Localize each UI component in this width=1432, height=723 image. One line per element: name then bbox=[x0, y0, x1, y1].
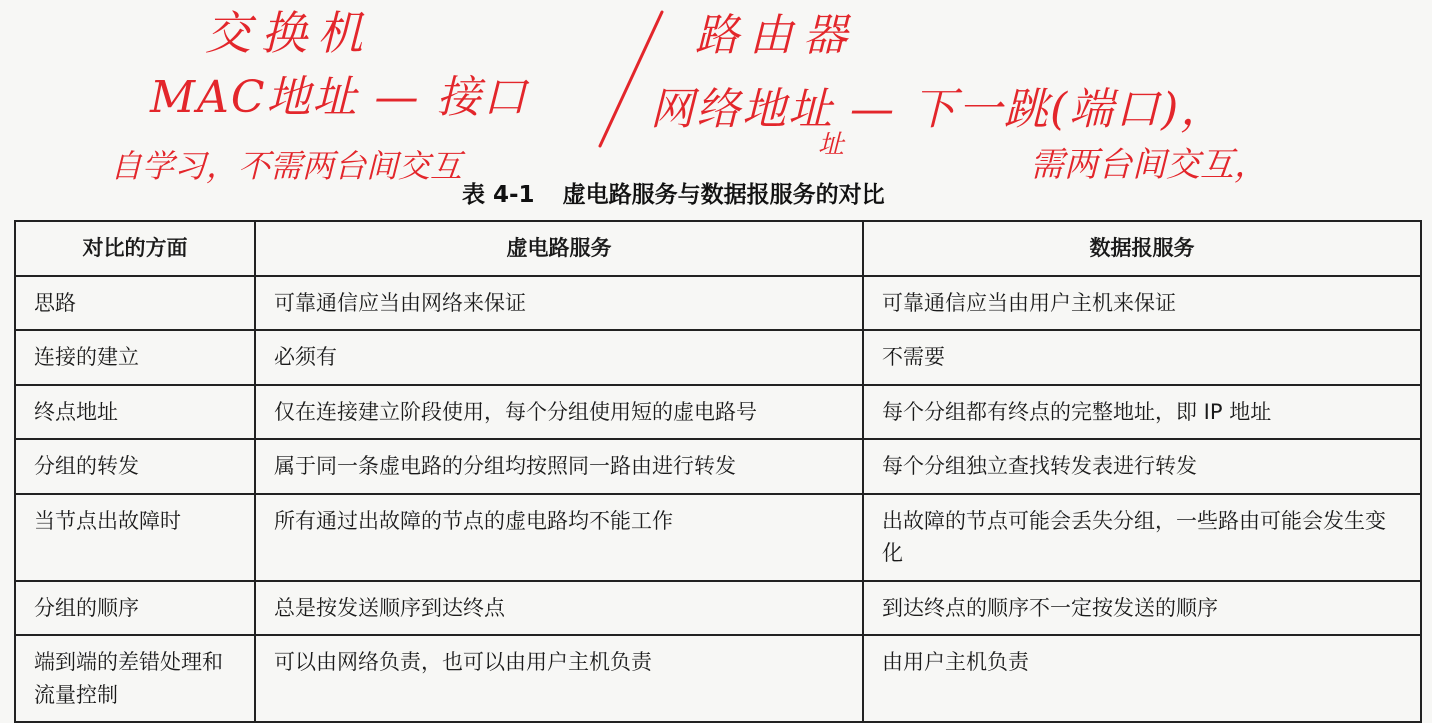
table-row bbox=[15, 635, 1421, 722]
handwritten-exchange-note: 需两台间交互， bbox=[1030, 145, 1268, 185]
handwritten-correction-note: 址 bbox=[818, 130, 845, 160]
virtual-circuit-cell: 仅在连接建立阶段使用，每个分组使用短的虚电路号 bbox=[255, 385, 863, 440]
row-aspect-cell: 分组的顺序 bbox=[15, 581, 255, 636]
row-aspect-cell: 思路 bbox=[15, 276, 255, 331]
table-row bbox=[15, 330, 1421, 385]
virtual-circuit-cell: 属于同一条虚电路的分组均按照同一路由进行转发 bbox=[255, 439, 863, 494]
datagram-cell: 可靠通信应当由用户主机来保证 bbox=[863, 276, 1421, 331]
virtual-circuit-cell: 总是按发送顺序到达终点 bbox=[255, 581, 863, 636]
virtual-circuit-cell: 可以由网络负责，也可以由用户主机负责 bbox=[255, 635, 863, 722]
datagram-cell: 每个分组都有终点的完整地址，即 IP 地址 bbox=[863, 385, 1421, 440]
table-number: 表 4-1 bbox=[462, 182, 535, 208]
handwritten-divider-slash bbox=[0, 0, 1432, 200]
row-aspect-cell: 端到端的差错处理和流量控制 bbox=[15, 635, 255, 722]
datagram-cell: 每个分组独立查找转发表进行转发 bbox=[863, 439, 1421, 494]
virtual-circuit-cell: 必须有 bbox=[255, 330, 863, 385]
table-title: 虚电路服务与数据报服务的对比 bbox=[562, 182, 885, 208]
table-header-row bbox=[15, 221, 1421, 276]
table-row bbox=[15, 439, 1421, 494]
virtual-circuit-cell: 所有通过出故障的节点的虚电路均不能工作 bbox=[255, 494, 863, 581]
column-header-aspect: 对比的方面 bbox=[15, 221, 255, 276]
table-row bbox=[15, 385, 1421, 440]
datagram-cell: 不需要 bbox=[863, 330, 1421, 385]
handwritten-network-address-note: 网络地址 — 下一跳(端口)， bbox=[650, 84, 1227, 135]
column-header-datagram: 数据报服务 bbox=[863, 221, 1421, 276]
row-aspect-cell: 当节点出故障时 bbox=[15, 494, 255, 581]
table-caption bbox=[462, 176, 885, 209]
handwritten-mac-note: MAC地址 — 接口 bbox=[150, 72, 529, 123]
virtual-circuit-cell: 可靠通信应当由网络来保证 bbox=[255, 276, 863, 331]
datagram-cell: 到达终点的顺序不一定按发送的顺序 bbox=[863, 581, 1421, 636]
datagram-cell: 出故障的节点可能会丢失分组，一些路由可能会发生变化 bbox=[863, 494, 1421, 581]
table-row bbox=[15, 581, 1421, 636]
comparison-table bbox=[14, 220, 1422, 723]
table-row bbox=[15, 276, 1421, 331]
row-aspect-cell: 分组的转发 bbox=[15, 439, 255, 494]
handwritten-switch-note: 交换机 bbox=[205, 6, 373, 60]
row-aspect-cell: 连接的建立 bbox=[15, 330, 255, 385]
handwritten-router-note: 路由器 bbox=[695, 10, 857, 61]
datagram-cell: 由用户主机负责 bbox=[863, 635, 1421, 722]
row-aspect-cell: 终点地址 bbox=[15, 385, 255, 440]
handwritten-self-learning-note: 自学习，不需两台间交互 bbox=[110, 147, 463, 185]
column-header-virtual-circuit: 虚电路服务 bbox=[255, 221, 863, 276]
table-row bbox=[15, 494, 1421, 581]
